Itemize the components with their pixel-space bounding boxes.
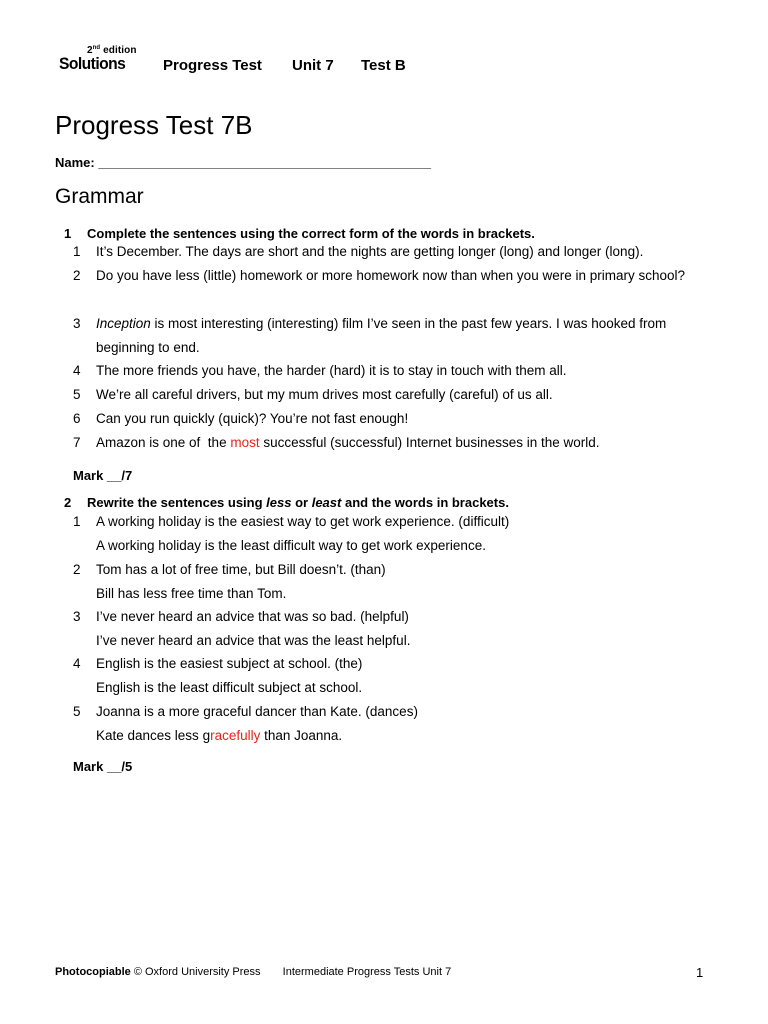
item-number: 2 <box>73 562 81 577</box>
list-item <box>73 264 713 288</box>
item-text: We’re all careful drivers, but my mum drives most carefully (careful) of us all. <box>96 387 553 402</box>
item-number: 5 <box>73 704 81 719</box>
list-item <box>73 652 713 699</box>
header-unit: Unit 7 <box>292 57 334 74</box>
list-item <box>73 605 713 652</box>
exercise-number: 2 <box>64 495 72 510</box>
page-number: 1 <box>696 965 704 980</box>
instruction-text: Complete the sentences using the correct form of the words in brackets. <box>87 226 535 241</box>
list-item <box>73 431 713 455</box>
exercise-1-instruction <box>64 226 535 241</box>
item-answer: I’ve never heard an advice that was the least helpful. <box>96 632 411 648</box>
list-item <box>73 240 713 264</box>
name-blank-line[interactable]: ______________________________________________ <box>98 155 431 170</box>
item-prompt: English is the easiest subject at school. (the) <box>96 656 363 671</box>
item-number: 1 <box>73 514 81 529</box>
item-number: 2 <box>73 268 81 283</box>
answer-highlight: racefully <box>210 727 261 743</box>
item-text: Can you run quickly (quick)? You’re not fast enough! <box>96 411 409 426</box>
footer-photocopiable: Photocopiable <box>55 966 131 978</box>
name-label: Name: <box>55 155 95 170</box>
list-item <box>73 359 713 383</box>
item-number: 4 <box>73 656 81 671</box>
list-item <box>73 407 713 431</box>
item-number: 3 <box>73 316 81 331</box>
item-number: 7 <box>73 435 81 450</box>
list-item <box>73 383 713 407</box>
list-item <box>73 700 713 747</box>
item-text-end: successful (successful) Internet businesses in the world. <box>259 435 600 450</box>
item-number: 5 <box>73 387 81 402</box>
item-text: It’s December. The days are short and the nights are getting longer (long) and longer (long). <box>96 244 644 259</box>
list-item <box>73 510 713 557</box>
item-prompt: Tom has a lot of free time, but Bill doesn’t. (than) <box>96 562 386 577</box>
item-prompt: A working holiday is the easiest way to get work experience. (difficult) <box>96 514 510 529</box>
item-answer: Kate dances less g <box>96 727 211 743</box>
item-text: Do you have less (little) homework or more homework now than when you were in primary school? <box>96 268 686 283</box>
item-text: The more friends you have, the harder (hard) it is to stay in touch with them all. <box>96 363 567 378</box>
item-number: 4 <box>73 363 81 378</box>
item-text: Amazon is one of the <box>96 435 231 450</box>
logo-edition: 2nd edition <box>87 45 137 56</box>
page-header <box>59 44 719 76</box>
exercise-2-mark: Mark __/5 <box>73 759 133 774</box>
page-footer <box>55 966 451 978</box>
item-number: 3 <box>73 609 81 624</box>
name-field[interactable] <box>55 155 431 170</box>
footer-course: Intermediate Progress Tests Unit 7 <box>282 966 452 978</box>
answer-highlight: most <box>230 435 260 450</box>
exercise-2-instruction: 2 Rewrite the sentences using less or least and the words in brackets. <box>64 495 509 510</box>
item-number: 1 <box>73 244 81 259</box>
item-text: is most interesting (interesting) film I’ve seen in the past few years. I was hooked from beginning to end. <box>96 316 667 355</box>
solutions-logo <box>59 44 139 76</box>
item-answer: A working holiday is the least difficult way to get work experience. <box>96 537 486 553</box>
logo-name: Solutions <box>59 54 126 73</box>
item-answer: English is the least difficult subject at school. <box>96 679 363 695</box>
list-item <box>73 312 713 359</box>
item-prompt: Joanna is a more graceful dancer than Kate. (dances) <box>96 704 418 719</box>
header-test: Test B <box>361 57 406 74</box>
list-item <box>73 558 713 605</box>
page-title: Progress Test 7B <box>55 110 253 140</box>
exercise-1-mark: Mark __/7 <box>73 468 133 483</box>
item-answer: Bill has less free time than Tom. <box>96 585 287 601</box>
item-answer-end: than Joanna. <box>260 727 343 743</box>
footer-copyright: © Oxford University Press <box>130 966 261 978</box>
header-progress-test: Progress Test <box>163 57 262 74</box>
exercise-number: 1 <box>64 226 72 241</box>
item-prompt: I’ve never heard an advice that was so bad. (helpful) <box>96 609 409 624</box>
item-number: 6 <box>73 411 81 426</box>
section-heading: Grammar <box>55 185 144 208</box>
film-title: Inception <box>96 316 151 331</box>
